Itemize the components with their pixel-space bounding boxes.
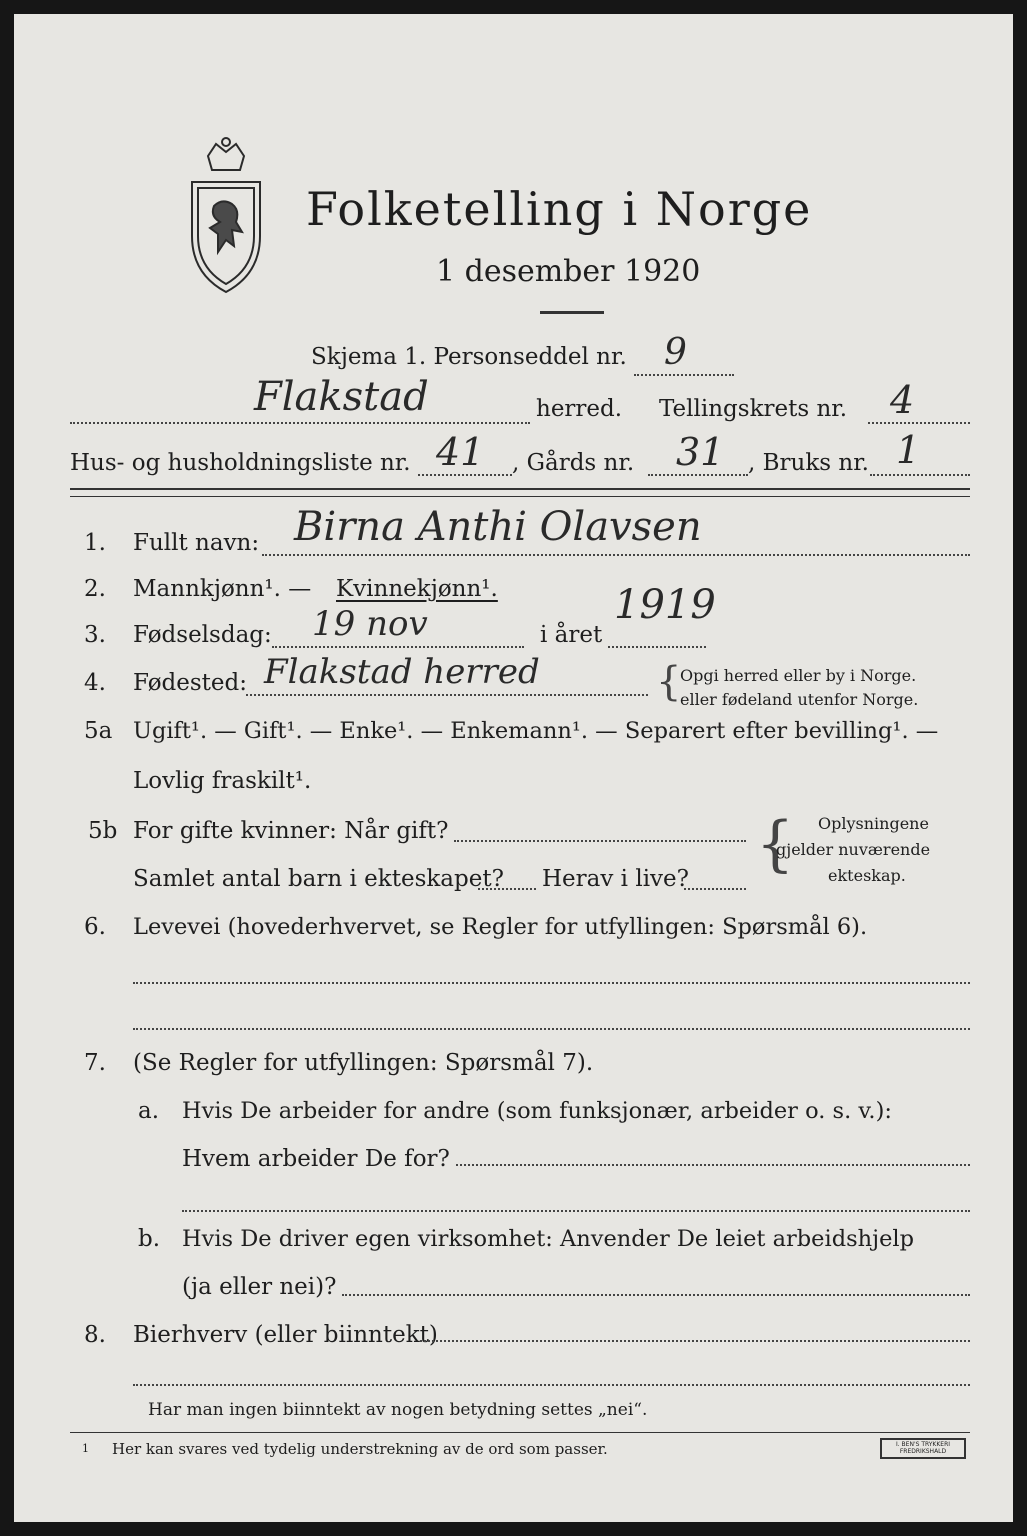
q8-field-line2 <box>133 1384 970 1386</box>
q1-number: 1. <box>84 530 106 556</box>
form-title: Folketelling i Norge <box>306 182 813 236</box>
coat-of-arms-icon <box>186 136 266 296</box>
q2-number: 2. <box>84 576 106 602</box>
q7-label: (Se Regler for utfyllingen: Spørsmål 7). <box>133 1050 594 1076</box>
q1-label: Fullt navn: <box>133 530 260 556</box>
personseddel-field-line <box>634 374 734 376</box>
footnote-rule <box>70 1432 970 1433</box>
form-date: 1 desember 1920 <box>436 254 701 289</box>
q5b-field-line2 <box>478 888 536 890</box>
footnote-mark: 1 <box>82 1442 89 1455</box>
bruks-label: , Bruks nr. <box>748 450 869 476</box>
personseddel-value[interactable]: 9 <box>664 332 687 373</box>
q4-number: 4. <box>84 670 106 696</box>
q6-label: Levevei (hovederhvervet, se Regler for utfyllingen: Spørsmål 6). <box>133 914 868 940</box>
q7a-line1: Hvis De arbeider for andre (som funksjonær, arbeider o. s. v.): <box>182 1098 892 1124</box>
q7a-line2: Hvem arbeider De for? <box>182 1146 450 1172</box>
skjema-label: Skjema 1. Personseddel nr. <box>311 344 627 370</box>
q5a-number: 5a <box>84 718 113 744</box>
q5b-note-line2: gjelder nuværende <box>776 840 931 859</box>
herred-label: herred. <box>536 396 623 422</box>
q7a-field-line1 <box>456 1164 970 1166</box>
q3-number: 3. <box>84 622 106 648</box>
q5a-options-line2[interactable]: Lovlig fraskilt¹. <box>133 768 312 794</box>
q4-field-line <box>246 694 648 696</box>
herred-field-line <box>70 422 530 424</box>
q5b-note-brace: { <box>756 809 795 879</box>
q3-field-line <box>272 646 524 648</box>
q7a-field-line2 <box>182 1210 970 1212</box>
q5b-field-line1 <box>454 840 746 842</box>
q3-year-field-line <box>608 646 706 648</box>
q6-field-line2 <box>133 1028 970 1030</box>
title-divider <box>540 311 604 314</box>
bruks-field-line <box>870 474 970 476</box>
q4-note-line2: eller fødeland utenfor Norge. <box>680 690 919 709</box>
q1-value[interactable]: Birna Anthi Olavsen <box>294 504 702 550</box>
q8-number: 8. <box>84 1322 106 1348</box>
q7b-field-line <box>342 1294 970 1296</box>
hus-label: Hus- og husholdningsliste nr. <box>70 450 411 476</box>
herred-value[interactable]: Flakstad <box>254 374 429 420</box>
q5b-note-line1: Oplysningene <box>818 814 929 833</box>
q3-label: Fødselsdag: <box>133 622 272 648</box>
gards-value[interactable]: 31 <box>676 430 725 474</box>
q6-number: 6. <box>84 914 106 940</box>
hus-field-line <box>418 474 512 476</box>
q5b-label3: Herav i live? <box>542 866 689 892</box>
q2-female-option[interactable]: Kvinnekjønn¹. <box>336 576 498 602</box>
q5b-note-line3: ekteskap. <box>828 866 906 885</box>
q7b-line2: (ja eller nei)? <box>182 1274 337 1300</box>
hus-value[interactable]: 41 <box>436 430 485 474</box>
q4-label: Fødested: <box>133 670 248 696</box>
tellingskrets-field-line <box>868 422 970 424</box>
q5b-label1: For gifte kvinner: Når gift? <box>133 818 449 844</box>
q7b-letter: b. <box>138 1226 161 1252</box>
q5b-number: 5b <box>88 818 118 844</box>
tellingskrets-label: Tellingskrets nr. <box>659 396 848 422</box>
q3-value[interactable]: 19 nov <box>312 604 428 644</box>
q7-number: 7. <box>84 1050 106 1076</box>
q7a-letter: a. <box>138 1098 160 1124</box>
printer-mark-stamp: I. BEN'S TRYKKERI FREDRIKSHALD <box>880 1438 966 1459</box>
gards-field-line <box>648 474 748 476</box>
q4-value[interactable]: Flakstad herred <box>264 652 540 692</box>
q8-note: Har man ingen biinntekt av nogen betydning settes „nei“. <box>148 1400 648 1420</box>
gards-label: , Gårds nr. <box>512 450 635 476</box>
q1-field-line <box>262 554 970 556</box>
q3-year-label: i året <box>540 622 603 648</box>
q8-label: Bierhverv (eller biinntekt) <box>133 1322 438 1348</box>
q5b-label2: Samlet antal barn i ekteskapet? <box>133 866 504 892</box>
bruks-value[interactable]: 1 <box>896 428 921 472</box>
q4-note-line1: Opgi herred eller by i Norge. <box>680 666 917 685</box>
q8-field-line1 <box>420 1340 970 1342</box>
footnote-text: Her kan svares ved tydelig understrekning av de ord som passer. <box>112 1440 608 1458</box>
header-divider <box>70 488 970 497</box>
q4-note-brace: { <box>656 659 682 705</box>
q3-year-value[interactable]: 1919 <box>614 582 716 628</box>
tellingskrets-value[interactable]: 4 <box>890 378 915 422</box>
q7b-line1: Hvis De driver egen virksomhet: Anvender De leiet arbeidshjelp <box>182 1226 915 1252</box>
q5b-field-line3 <box>684 888 746 890</box>
q2-male-option[interactable]: Mannkjønn¹. — <box>133 576 312 602</box>
q6-field-line1 <box>133 982 970 984</box>
q5a-options-line1[interactable]: Ugift¹. — Gift¹. — Enke¹. — Enkemann¹. — Separert efter bevilling¹. — <box>133 718 939 744</box>
